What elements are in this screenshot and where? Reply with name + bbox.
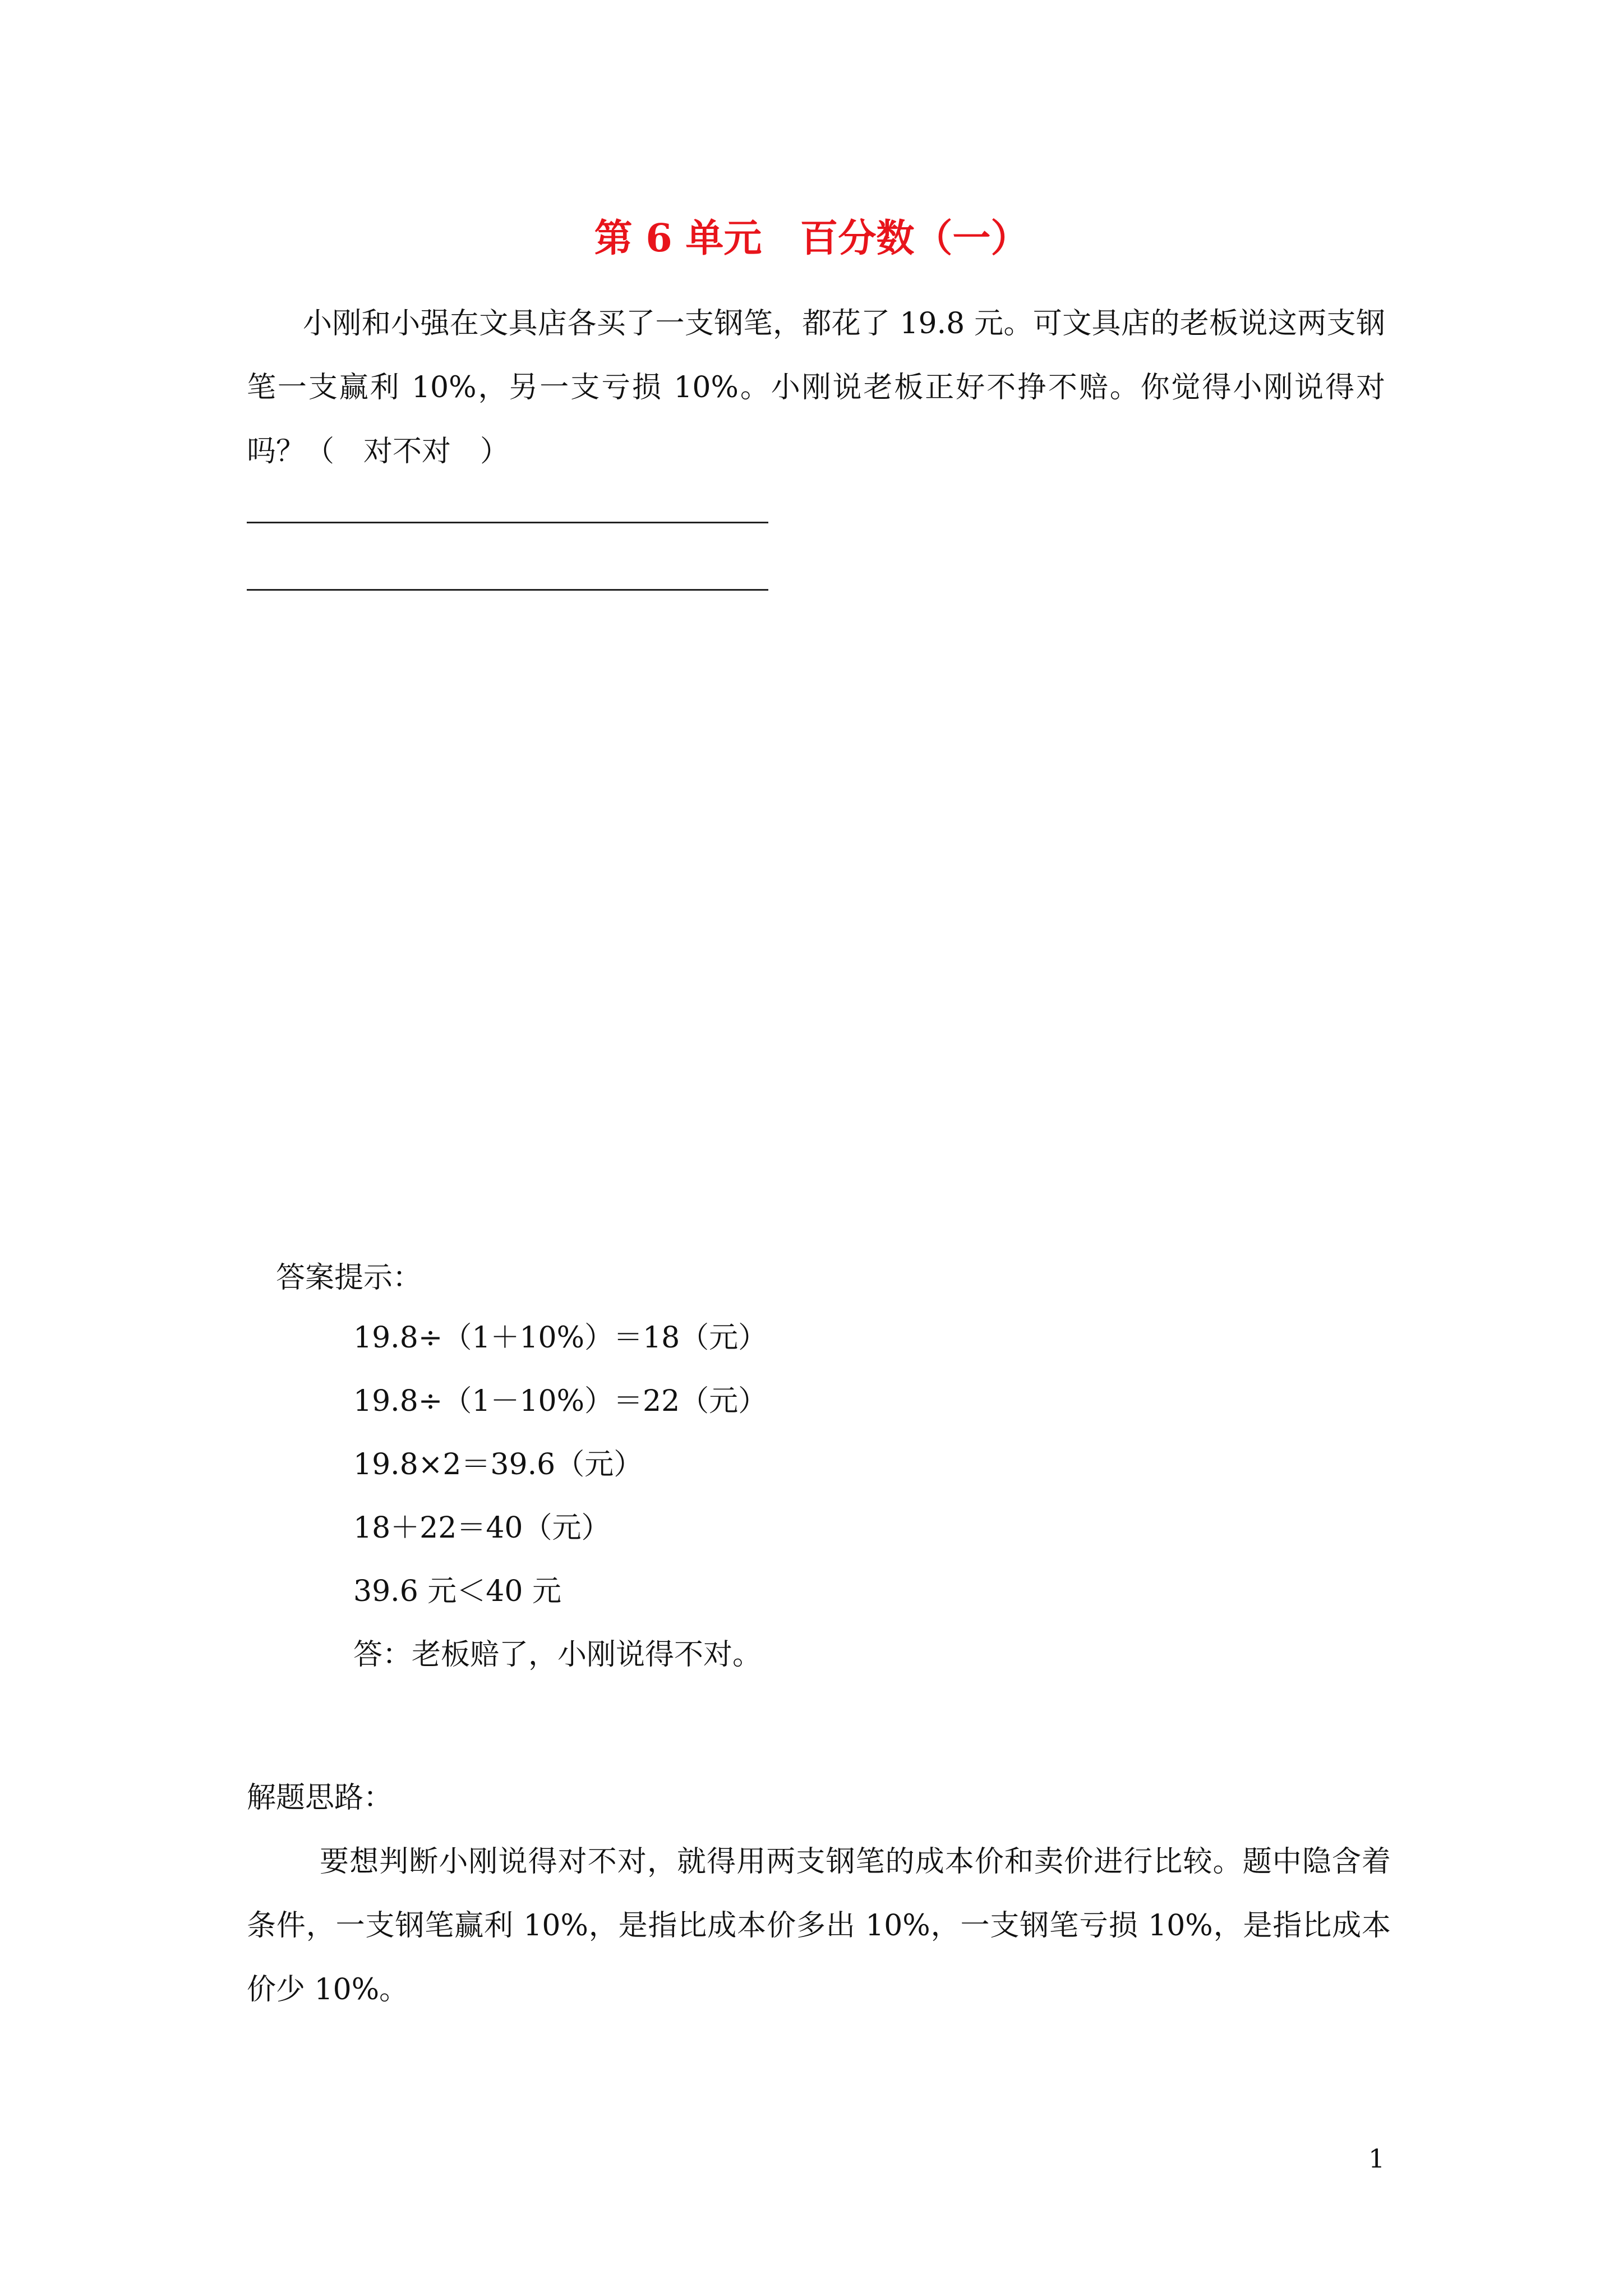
approach-text: 要想判断小刚说得对不对，就得用两支钢笔的成本价和卖价进行比较。题中隐含着条件，一支钢笔赢利 10%，是指比成本价多出 10%，一支钢笔亏损 10%，是指比成本价少 10%。	[247, 1845, 1391, 2007]
hint-heading: 答案提示：	[276, 1261, 422, 1295]
solution-steps	[353, 1315, 767, 1696]
solution-answer: 答：老板赔了，小刚说得不对。	[353, 1638, 762, 1672]
question-text: 小刚和小强在文具店各买了一支钢笔，都花了 19.8 元。可文具店的老板说这两支钢笔一支赢利 10%，另一支亏损 10%。小刚说老板正好不挣不赔。你觉得小刚说得对吗？（ 对不对 ）	[247, 307, 1385, 468]
solution-step: 19.8÷（1＋10%）＝18（元）	[353, 1321, 768, 1355]
solution-step: 18＋22＝40（元）	[353, 1511, 611, 1545]
answer-blank-line[interactable]	[247, 522, 768, 523]
approach-heading: 解题思路：	[247, 1781, 393, 1815]
solution-step: 19.8÷（1－10%）＝22（元）	[353, 1384, 768, 1418]
answer-blank-line[interactable]	[247, 589, 768, 591]
solution-step: 19.8×2＝39.6（元）	[353, 1448, 643, 1481]
page-number: 1	[1368, 2143, 1385, 2174]
solution-step: 39.6 元＜40 元	[353, 1575, 562, 1608]
page-title: 第 6 单元 百分数（一）	[594, 216, 1029, 261]
